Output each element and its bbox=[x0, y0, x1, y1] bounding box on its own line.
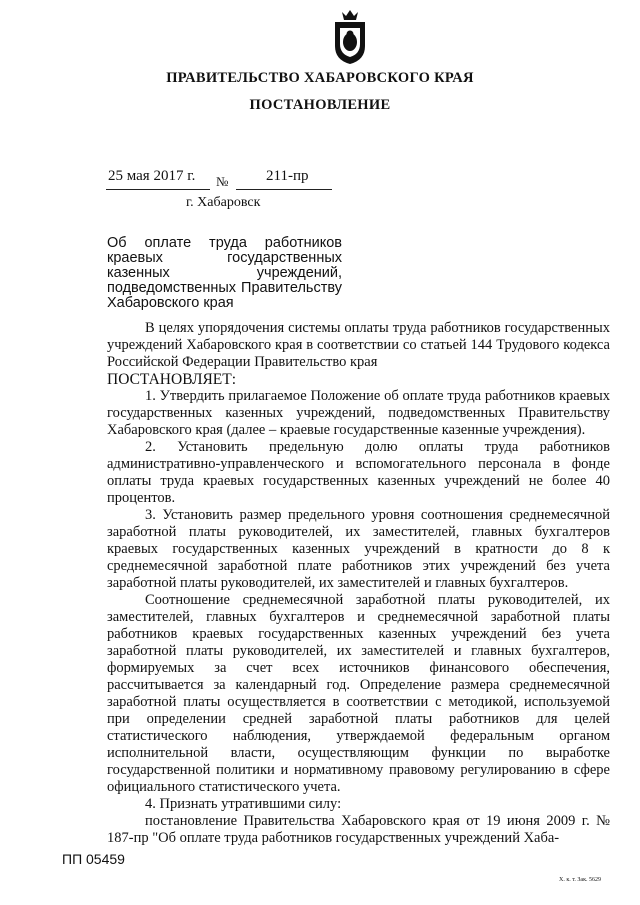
document-city: г. Хабаровск bbox=[186, 195, 261, 210]
document-code: ПП 05459 bbox=[62, 851, 125, 867]
body-paragraph: 4. Признать утратившими силу: bbox=[145, 796, 342, 812]
print-mark: Х. к. т. Зак. 5629 bbox=[559, 877, 602, 883]
organization-title: ПРАВИТЕЛЬСТВО ХАБАРОВСКОГО КРАЯ bbox=[166, 70, 474, 86]
number-underline bbox=[236, 189, 332, 190]
number-sign: № bbox=[216, 174, 229, 189]
body-paragraph: 3. Установить размер предельного уровня соотношения среднемесячной заработной платы руководителей, их заместителей, главных бухгалтеров краевых государственных казенных учреждений в кратности до 8 к среднемесячной заработной плате работников этих учреждений без учета заработной платы руководителей, их заместителей и главных бухгалтеров. bbox=[107, 507, 610, 591]
body-paragraph: Соотношение среднемесячной заработной платы руководителей, их заместителей, главных бухгалтеров и среднемесячной заработной платы работников краевых государственных казенных учреждений без учета заработной платы руководителей, их заместителей и главных бухгалтеров, формируемых за счет всех источников финансового обеспечения, рассчитывается за календарный год. Определение размера среднемесячной заработной платы осуществляется в соответствии с методикой, используемой при определении средней заработной платы работников для целей статистического наблюдения, утверждаемой федеральным органом исполнительной власти, осуществляющим функции по выработке государственной политики и нормативному правовому регулированию в сфере официального статистического учета. bbox=[107, 592, 610, 795]
resolution-heading: ПОСТАНОВЛЯЕТ: bbox=[107, 371, 237, 388]
document-subject: Об оплате труда работников краевых государственных казенных учреждений, подведомственных Правительству Хабаровского края bbox=[107, 235, 342, 311]
document-type: ПОСТАНОВЛЕНИЕ bbox=[249, 97, 391, 113]
body-paragraph: 2. Установить предельную долю оплаты труда работников административно-управленческого и вспомогательного персонала в фонде оплаты труда краевых государственных казенных учреждений не более 40 процентов. bbox=[107, 439, 610, 506]
coat-of-arms-emblem bbox=[332, 8, 368, 66]
document-date: 25 мая 2017 г. bbox=[108, 168, 196, 184]
body-paragraph: В целях упорядочения системы оплаты труда работников государственных учреждений Хабаровского края в соответствии со статьей 144 Трудового кодекса Российской Федерации Правительство края bbox=[107, 320, 610, 370]
document-body bbox=[107, 320, 610, 847]
date-underline bbox=[106, 189, 210, 190]
document-number: 211-пр bbox=[266, 168, 309, 184]
body-paragraph: 1. Утвердить прилагаемое Положение об оплате труда работников краевых государственных казенных учреждений, подведомственных Правительству Хабаровского края (далее – краевые государственные казенные учреждения). bbox=[107, 388, 610, 438]
body-paragraph: постановление Правительства Хабаровского края от 19 июня 2009 г. № 187-пр "Об оплате труда работников государственных учреждений Хаба- bbox=[107, 813, 610, 846]
